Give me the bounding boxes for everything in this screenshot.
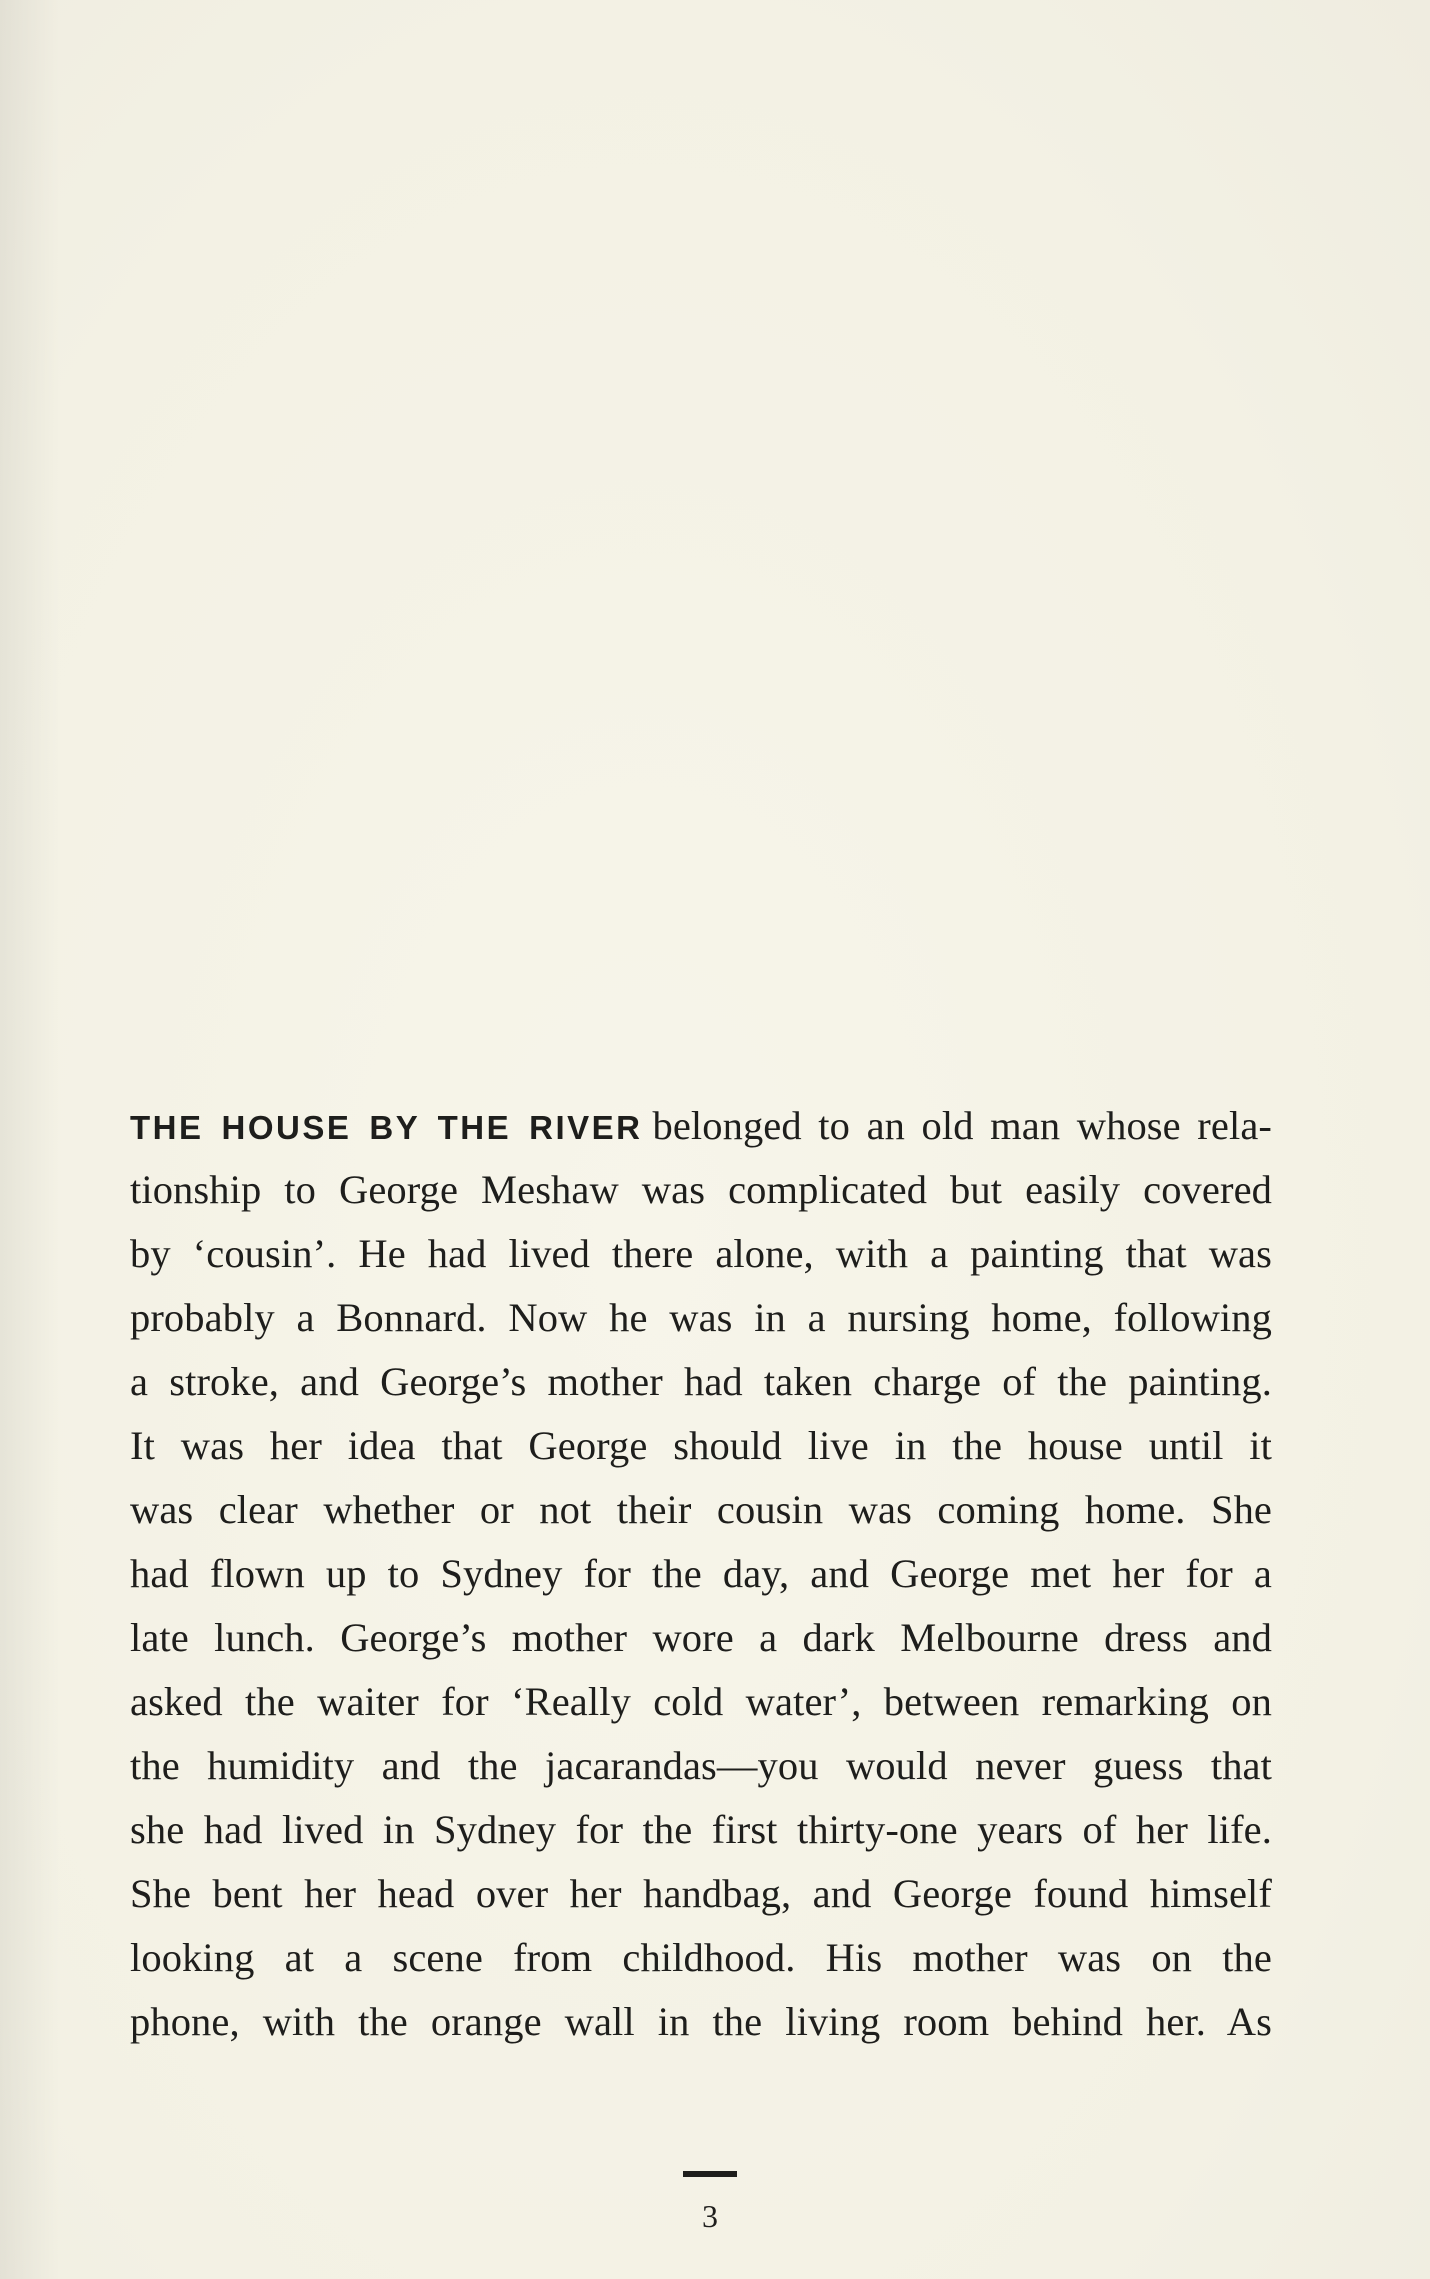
- text-line-5: a stroke, and George’s mother had taken charge of the painting.: [130, 1359, 1272, 1404]
- text-line-12: she had lived in Sydney for the first thirty-one years of her life.: [130, 1807, 1272, 1852]
- text-line-2: tionship to George Meshaw was complicated but easily covered: [130, 1167, 1272, 1212]
- page-gutter-shadow: [0, 0, 60, 2279]
- text-line-14: looking at a scene from childhood. His mother was on the: [130, 1935, 1272, 1980]
- text-line-10: asked the waiter for ‘Really cold water’, between remarking on: [130, 1679, 1272, 1724]
- text-line-11: the humidity and the jacarandas—you would never guess that: [130, 1743, 1272, 1788]
- page-number: 3: [702, 2198, 718, 2234]
- chapter-opening-words: THE HOUSE BY THE RIVER: [130, 1109, 643, 1146]
- folio-rule: [683, 2171, 737, 2177]
- text-line-13: She bent her head over her handbag, and George found himself: [130, 1871, 1272, 1916]
- text-line-8: had flown up to Sydney for the day, and George met her for a: [130, 1551, 1272, 1596]
- text-line-3: by ‘cousin’. He had lived there alone, with a painting that was: [130, 1231, 1272, 1276]
- text-line-7: was clear whether or not their cousin was coming home. She: [130, 1487, 1272, 1532]
- text-line-1: [130, 1094, 1272, 1158]
- text-line-4: probably a Bonnard. Now he was in a nursing home, following: [130, 1295, 1272, 1340]
- body-text: [130, 1094, 1272, 2054]
- text-line-1-rest: belonged to an old man whose rela-: [652, 1103, 1272, 1148]
- text-line-15: phone, with the orange wall in the living room behind her. As: [130, 1999, 1272, 2044]
- text-line-6: It was her idea that George should live in the house until it: [130, 1423, 1272, 1468]
- text-line-9: late lunch. George’s mother wore a dark Melbourne dress and: [130, 1615, 1272, 1660]
